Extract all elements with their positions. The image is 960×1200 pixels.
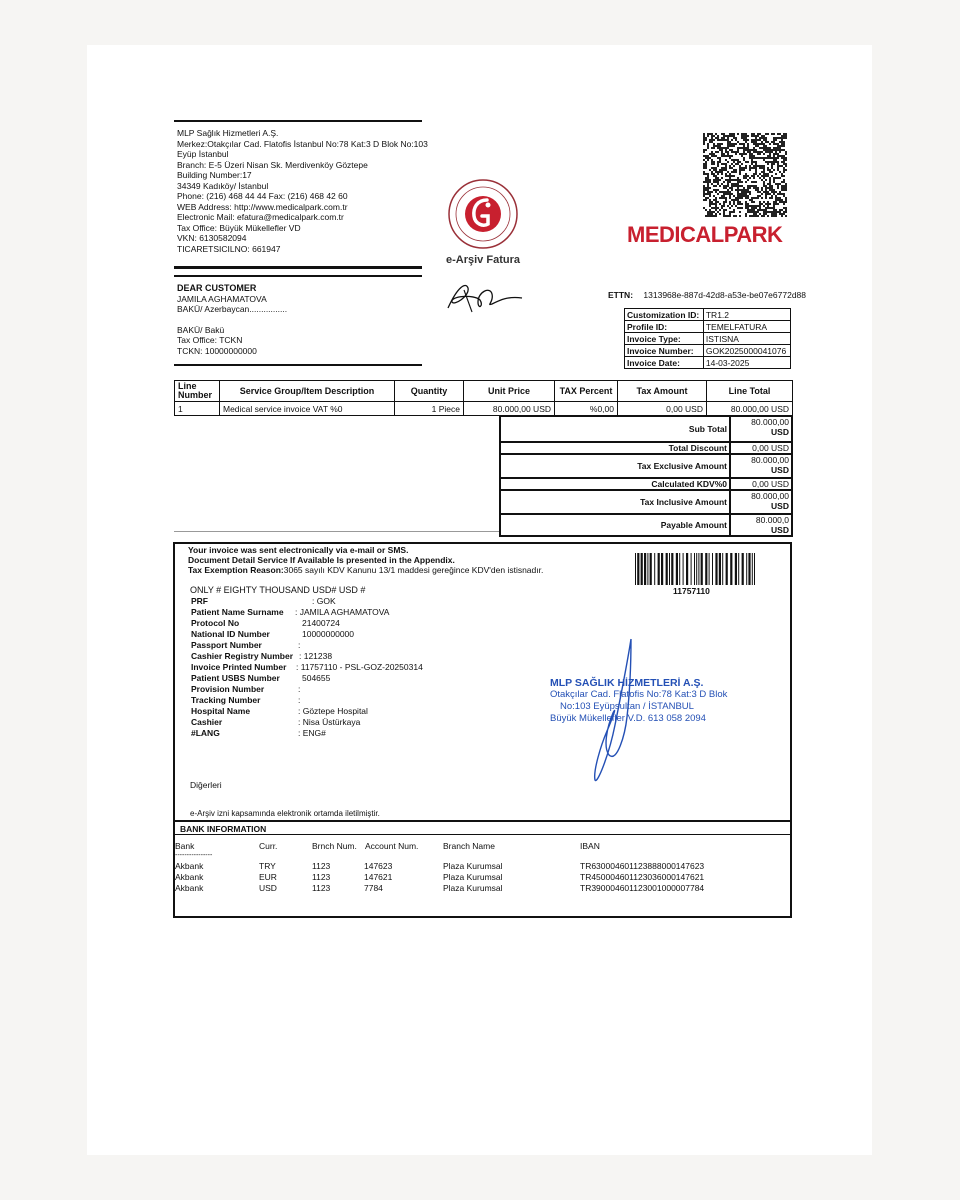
- totals-row: [500, 442, 792, 454]
- detail-value: 504655: [302, 673, 331, 683]
- detail-value: : ENG#: [298, 728, 326, 738]
- seller-line: 34349 Kadıköy/ İstanbul: [177, 180, 269, 191]
- meta-value: 14-03-2025: [703, 357, 790, 369]
- cell-line-number: 1: [175, 402, 220, 416]
- detail-value: : Göztepe Hospital: [298, 706, 368, 716]
- detail-value: : JAMILA AGHAMATOVA: [295, 607, 390, 617]
- divider: [174, 531, 499, 532]
- meta-label: Invoice Number:: [625, 345, 704, 357]
- others-label: Diğerleri: [190, 780, 222, 790]
- total-value: [730, 490, 792, 514]
- meta-label: Invoice Date:: [625, 357, 704, 369]
- seller-line: Merkez:Otakçılar Cad. Flatofis İstanbul No:78 Kat:3 D Blok No:103: [177, 138, 428, 149]
- total-value: [730, 416, 792, 442]
- col-line-total: Line Total: [707, 381, 793, 402]
- bank-cell: Akbank: [175, 861, 204, 871]
- bank-col-bank: Bank: [175, 841, 195, 851]
- total-unit: USD: [771, 427, 789, 437]
- customer-line: BAKÜ/ Azerbaycan................: [177, 304, 288, 314]
- barcode-icon: [635, 553, 757, 585]
- total-label: Payable Amount: [500, 514, 730, 536]
- ettn-value: 1313968e-887d-42d8-a53e-be07e6772d88: [643, 290, 807, 300]
- bank-separator: ----------------: [175, 852, 213, 859]
- stamp-line: No:103 Eyüpsultan / İSTANBUL: [560, 701, 694, 712]
- customer-line: [177, 315, 287, 325]
- customer-line: Tax Office: TCKN: [177, 335, 243, 345]
- meta-row: [625, 333, 791, 345]
- customer-line: TCKN: 10000000000: [177, 345, 257, 356]
- meta-value: ISTISNA: [703, 333, 790, 345]
- notes-block: [188, 545, 543, 575]
- ettn-label: ETTN:: [608, 290, 634, 300]
- detail-label: Passport Number: [191, 640, 262, 650]
- cell-tax-amount: 0,00 USD: [618, 402, 707, 416]
- totals-row: [500, 490, 792, 514]
- detail-label: Patient Name Surname: [191, 607, 284, 617]
- table-row: [175, 402, 793, 416]
- meta-value: GOK2025000041076: [703, 345, 790, 357]
- cell-unit-price: 80.000,00 USD: [464, 402, 555, 416]
- detail-value: :: [298, 640, 301, 650]
- bank-cell: 1123: [312, 883, 331, 893]
- bank-cell: TR630004601123888000147623: [580, 861, 705, 871]
- seller-line: Branch: E-5 Üzeri Nisan Sk. Merdivenköy Göztepe: [177, 159, 368, 170]
- total-label: Tax Exclusive Amount: [500, 454, 730, 478]
- gib-seal-icon: [447, 178, 519, 250]
- brand-logo: MEDICALPARK: [627, 222, 783, 247]
- total-label: Total Discount: [500, 442, 730, 454]
- cell-description: Medical service invoice VAT %0: [220, 402, 395, 416]
- divider: [174, 266, 422, 269]
- col-quantity: Quantity: [395, 381, 464, 402]
- bank-cell: 1123: [312, 861, 331, 871]
- detail-value: 10000000000: [302, 629, 355, 639]
- total-amount: 80.000,00: [751, 455, 789, 465]
- bank-col-iban: IBAN: [580, 841, 600, 851]
- bank-col-curr: Curr.: [259, 841, 278, 851]
- bank-cell: TRY: [259, 861, 276, 871]
- detail-label: Invoice Printed Number: [191, 662, 287, 672]
- stamp-line: Büyük Mükellefler V.D. 613 058 2094: [550, 713, 706, 724]
- cell-tax-percent: %0,00: [555, 402, 618, 416]
- total-label: Calculated KDV%0: [500, 478, 730, 490]
- divider: [174, 364, 422, 366]
- total-value: [730, 454, 792, 478]
- barcode-number: 11757110: [673, 586, 710, 596]
- detail-value: : GOK: [312, 596, 336, 606]
- total-unit: USD: [771, 525, 789, 535]
- bank-cell: USD: [259, 883, 277, 893]
- earsiv-note: e-Arşiv izni kapsamında elektronik ortamda iletilmiştir.: [190, 809, 380, 818]
- detail-label: Hospital Name: [191, 706, 251, 716]
- total-unit: USD: [771, 465, 789, 475]
- seller-line: TICARETSICILNO: 661947: [177, 243, 281, 254]
- detail-label: PRF: [191, 596, 208, 606]
- seller-line: Eyüp İstanbul: [177, 149, 229, 159]
- total-amount: 80.000,00: [751, 491, 789, 501]
- meta-row: [625, 357, 791, 369]
- meta-row: [625, 345, 791, 357]
- bank-heading: BANK INFORMATION: [180, 824, 267, 834]
- total-label: Tax Inclusive Amount: [500, 490, 730, 514]
- bank-cell: 147623: [364, 861, 393, 871]
- seller-line: Tax Office: Büyük Mükellefler VD: [177, 222, 301, 233]
- detail-label: Provision Number: [191, 684, 265, 694]
- customer-heading: DEAR CUSTOMER: [177, 283, 257, 293]
- qr-code-icon: [703, 133, 787, 217]
- detail-value: : 121238: [299, 651, 333, 661]
- detail-label: Tracking Number: [191, 695, 261, 705]
- items-table: [174, 380, 793, 416]
- totals-row: [500, 416, 792, 442]
- seller-line: VKN: 6130582094: [177, 233, 247, 243]
- meta-value: TEMELFATURA: [703, 321, 790, 333]
- detail-value: :: [298, 684, 301, 694]
- amount-in-words: ONLY # EIGHTY THOUSAND USD# USD #: [190, 585, 366, 595]
- bank-cell: Plaza Kurumsal: [443, 861, 503, 871]
- bank-col-brnch: Brnch Num.: [312, 841, 357, 851]
- bank-col-branch-name: Branch Name: [443, 841, 495, 851]
- total-value: [730, 478, 792, 490]
- meta-label: Customization ID:: [625, 309, 704, 321]
- items-header-row: [175, 381, 793, 402]
- detail-value: : Nisa Üstürkaya: [298, 717, 361, 727]
- meta-row: [625, 309, 791, 321]
- seller-block: [177, 128, 428, 254]
- totals-row: [500, 514, 792, 536]
- seller-name: MLP Sağlık Hizmetleri A.Ş.: [177, 128, 279, 138]
- exemption-label: Tax Exemption Reason:: [188, 565, 284, 575]
- total-value: [730, 514, 792, 536]
- col-unit-price: Unit Price: [464, 381, 555, 402]
- ettn: [608, 290, 806, 301]
- meta-label: Profile ID:: [625, 321, 704, 333]
- total-amount: 80.000,0: [755, 515, 789, 525]
- divider: [173, 834, 792, 835]
- customer-block: [177, 283, 287, 356]
- cell-quantity: 1 Piece: [395, 402, 464, 416]
- divider: [174, 120, 422, 122]
- col-tax-percent: TAX Percent: [555, 381, 618, 402]
- invoice-meta-table: [624, 308, 791, 369]
- col-description: Service Group/Item Description: [220, 381, 395, 402]
- meta-label: Invoice Type:: [625, 333, 704, 345]
- divider: [174, 275, 422, 277]
- total-label: Sub Total: [500, 416, 730, 442]
- divider: [173, 820, 792, 822]
- bank-cell: Plaza Kurumsal: [443, 883, 503, 893]
- detail-label: Protocol No: [191, 618, 240, 628]
- bank-cell: Akbank: [175, 883, 204, 893]
- seller-line: WEB Address: http://www.medicalpark.com.tr: [177, 201, 348, 212]
- total-amount: 0,00 USD: [752, 479, 789, 489]
- meta-value: TR1.2: [703, 309, 790, 321]
- seller-line: Building Number:17: [177, 170, 252, 180]
- total-amount: 0,00 USD: [752, 443, 789, 453]
- invoice-page: [87, 45, 872, 1155]
- bank-cell: Plaza Kurumsal: [443, 872, 503, 882]
- bank-cell: Akbank: [175, 872, 204, 882]
- customer-line: JAMILA AGHAMATOVA: [177, 293, 267, 304]
- customer-line: BAKÜ/ Bakü: [177, 324, 225, 335]
- signature-icon: [444, 280, 526, 316]
- total-amount: 80.000,00: [751, 417, 789, 427]
- detail-label: Cashier: [191, 717, 223, 727]
- detail-value: : 11757110 - PSL-GOZ-20250314: [296, 662, 423, 672]
- col-line-number: Line Number: [175, 381, 220, 402]
- cell-line-total: 80.000,00 USD: [707, 402, 793, 416]
- totals-row: [500, 478, 792, 490]
- totals-row: [500, 454, 792, 478]
- bank-cell: 1123: [312, 872, 331, 882]
- seller-line: Electronic Mail: efatura@medicalpark.com.tr: [177, 212, 344, 222]
- bank-cell: EUR: [259, 872, 277, 882]
- seller-line: Phone: (216) 468 44 44 Fax: (216) 468 42 60: [177, 191, 348, 201]
- meta-row: [625, 321, 791, 333]
- bank-cell: 7784: [364, 883, 383, 893]
- col-tax-amount: Tax Amount: [618, 381, 707, 402]
- stamp-signature-icon: [587, 635, 647, 790]
- totals-table: [499, 415, 793, 537]
- bank-cell: 147621: [364, 872, 393, 882]
- stamp-line: Otakçılar Cad. Flatofis No:78 Kat:3 D Blok: [550, 689, 728, 700]
- detail-label: Cashier Registry Number: [191, 651, 294, 661]
- exemption-value: 3065 sayılı KDV Kanunu 13/1 maddesi gereğince KDV'den istisnadır.: [283, 565, 544, 575]
- bank-cell: TR390004601123001000007784: [580, 883, 705, 893]
- total-value: [730, 442, 792, 454]
- stamp-name: MLP SAĞLIK HİZMETLERİ A.Ş.: [550, 677, 704, 689]
- detail-label: #LANG: [191, 728, 220, 738]
- bank-col-account: Account Num.: [365, 841, 419, 851]
- detail-value: 21400724: [302, 618, 340, 628]
- detail-value: :: [298, 695, 301, 705]
- doc-type: e-Arşiv Fatura: [446, 254, 520, 266]
- bank-cell: TR450004601123036000147621: [580, 872, 705, 882]
- note-line: Document Detail Service If Available Is presented in the Appendix.: [188, 555, 455, 565]
- detail-label: National ID Number: [191, 629, 270, 639]
- detail-label: Patient USBS Number: [191, 673, 280, 683]
- total-unit: USD: [771, 501, 789, 511]
- note-line: Your invoice was sent electronically via e-mail or SMS.: [188, 545, 409, 555]
